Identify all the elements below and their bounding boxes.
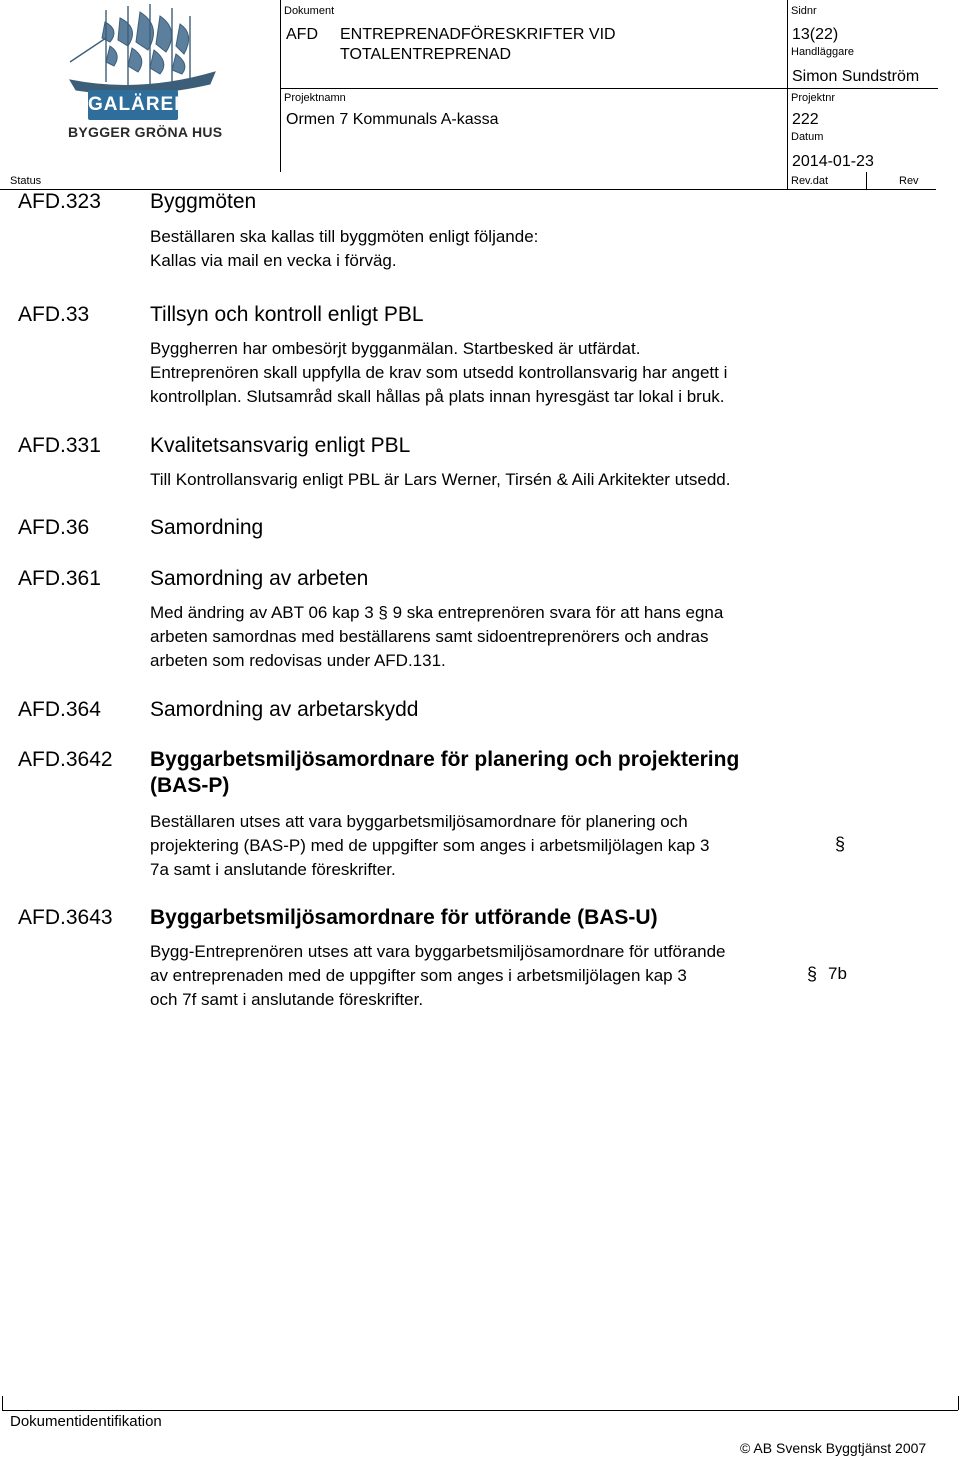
section-heading-cont: (BAS-P) (150, 774, 230, 797)
section-heading: Samordning (150, 516, 264, 539)
header-bottom-rule (0, 189, 936, 190)
datum-label: Datum (791, 131, 824, 143)
section-heading: Byggarbetsmiljösamordnare för planering och projektering (150, 748, 740, 771)
projektnamn-label: Projektnamn (284, 92, 346, 104)
section-text: Beställaren ska kallas till byggmöten enligt följande: Kallas via mail en vecka i förväg. (150, 227, 539, 270)
section-heading: Byggarbetsmiljösamordnare för utförande (BAS-U) (150, 906, 658, 929)
header-rule (788, 88, 938, 89)
handlaggare-label: Handläggare (791, 46, 854, 58)
section-text: Beställaren utses att vara byggarbetsmiljösamordnare för planering och projektering (BAS-P) med de uppgifter som anges i arbetsmiljölagen kap 3 7a samt i anslutande föreskrifter. (150, 812, 710, 879)
projektnamn-value: Ormen 7 Kommunals A-kassa (286, 111, 499, 128)
dokument-title-line-1: ENTREPRENADFÖRESKRIFTER VID (340, 26, 616, 43)
projektnr-label: Projektnr (791, 92, 836, 104)
section-code: AFD.3643 (18, 906, 113, 929)
dokument-label: Dokument (284, 5, 335, 17)
copyright: © AB Svensk Byggtjänst 2007 (740, 1440, 927, 1456)
section-code: AFD.3642 (18, 748, 113, 771)
section-heading: Byggmöten (150, 190, 257, 213)
paragraph-sign: § (835, 834, 846, 854)
section-text: Byggherren har ombesörjt bygganmälan. Startbesked är utfärdat. Entreprenören skall uppfylla de krav som utsedd kontrollansvarig har angett i kontrollplan. Slutsamråd skall hållas på plats innan hyresgäst tar lokal i bruk. (150, 339, 728, 406)
header-divider (787, 0, 788, 190)
paragraph-ref: 7b (828, 964, 847, 983)
header-divider (280, 0, 281, 172)
section-heading: Samordning av arbeten (150, 567, 369, 590)
footer-rule (2, 1410, 958, 1411)
section-heading: Samordning av arbetarskydd (150, 698, 419, 721)
sidnr-value: 13(22) (792, 26, 839, 43)
header-divider (866, 172, 867, 190)
section-code: AFD.361 (18, 567, 101, 590)
section-code: AFD.364 (18, 698, 101, 721)
paragraph-sign: § (807, 964, 818, 984)
section-code: AFD.323 (18, 190, 101, 213)
footer-frame (2, 1396, 959, 1410)
sidnr-label: Sidnr (791, 5, 817, 17)
logo-wordmark: GALÄREN (88, 90, 178, 120)
dokument-code: AFD (286, 26, 318, 43)
section-code: AFD.36 (18, 516, 90, 539)
projektnr-value: 222 (792, 111, 819, 128)
datum-value: 2014-01-23 (792, 153, 874, 170)
company-logo (10, 2, 270, 157)
dokument-title-line-2: TOTALENTREPRENAD (340, 46, 511, 63)
revdat-label: Rev.dat (791, 175, 829, 187)
handlaggare-value: Simon Sundström (792, 68, 920, 85)
section-heading: Kvalitetsansvarig enligt PBL (150, 434, 411, 457)
section-text: Med ändring av ABT 06 kap 3 § 9 ska entreprenören svara för att hans egna arbeten samordnas med beställarens samt sidoentreprenörers och andras arbeten som redovisas under AFD.131. (150, 603, 724, 670)
section-code: AFD.331 (18, 434, 101, 457)
section-heading: Tillsyn och kontroll enligt PBL (150, 303, 424, 326)
status-label: Status (10, 175, 42, 187)
logo-tagline: BYGGER GRÖNA HUS (68, 124, 223, 140)
rev-label: Rev (899, 175, 919, 187)
header-rule (280, 88, 788, 89)
section-text: Bygg-Entreprenören utses att vara byggarbetsmiljösamordnare för utförande av entreprenaden med de uppgifter som anges i arbetsmiljölagen kap 3 och 7f samt i anslutande föreskrifter. (150, 942, 726, 1009)
section-text: Till Kontrollansvarig enligt PBL är Lars Werner, Tirsén & Aili Arkitekter utsedd. (150, 470, 731, 489)
galleon-ship-icon (10, 2, 270, 97)
doc-id-label: Dokumentidentifikation (10, 1413, 162, 1430)
section-code: AFD.33 (18, 303, 90, 326)
